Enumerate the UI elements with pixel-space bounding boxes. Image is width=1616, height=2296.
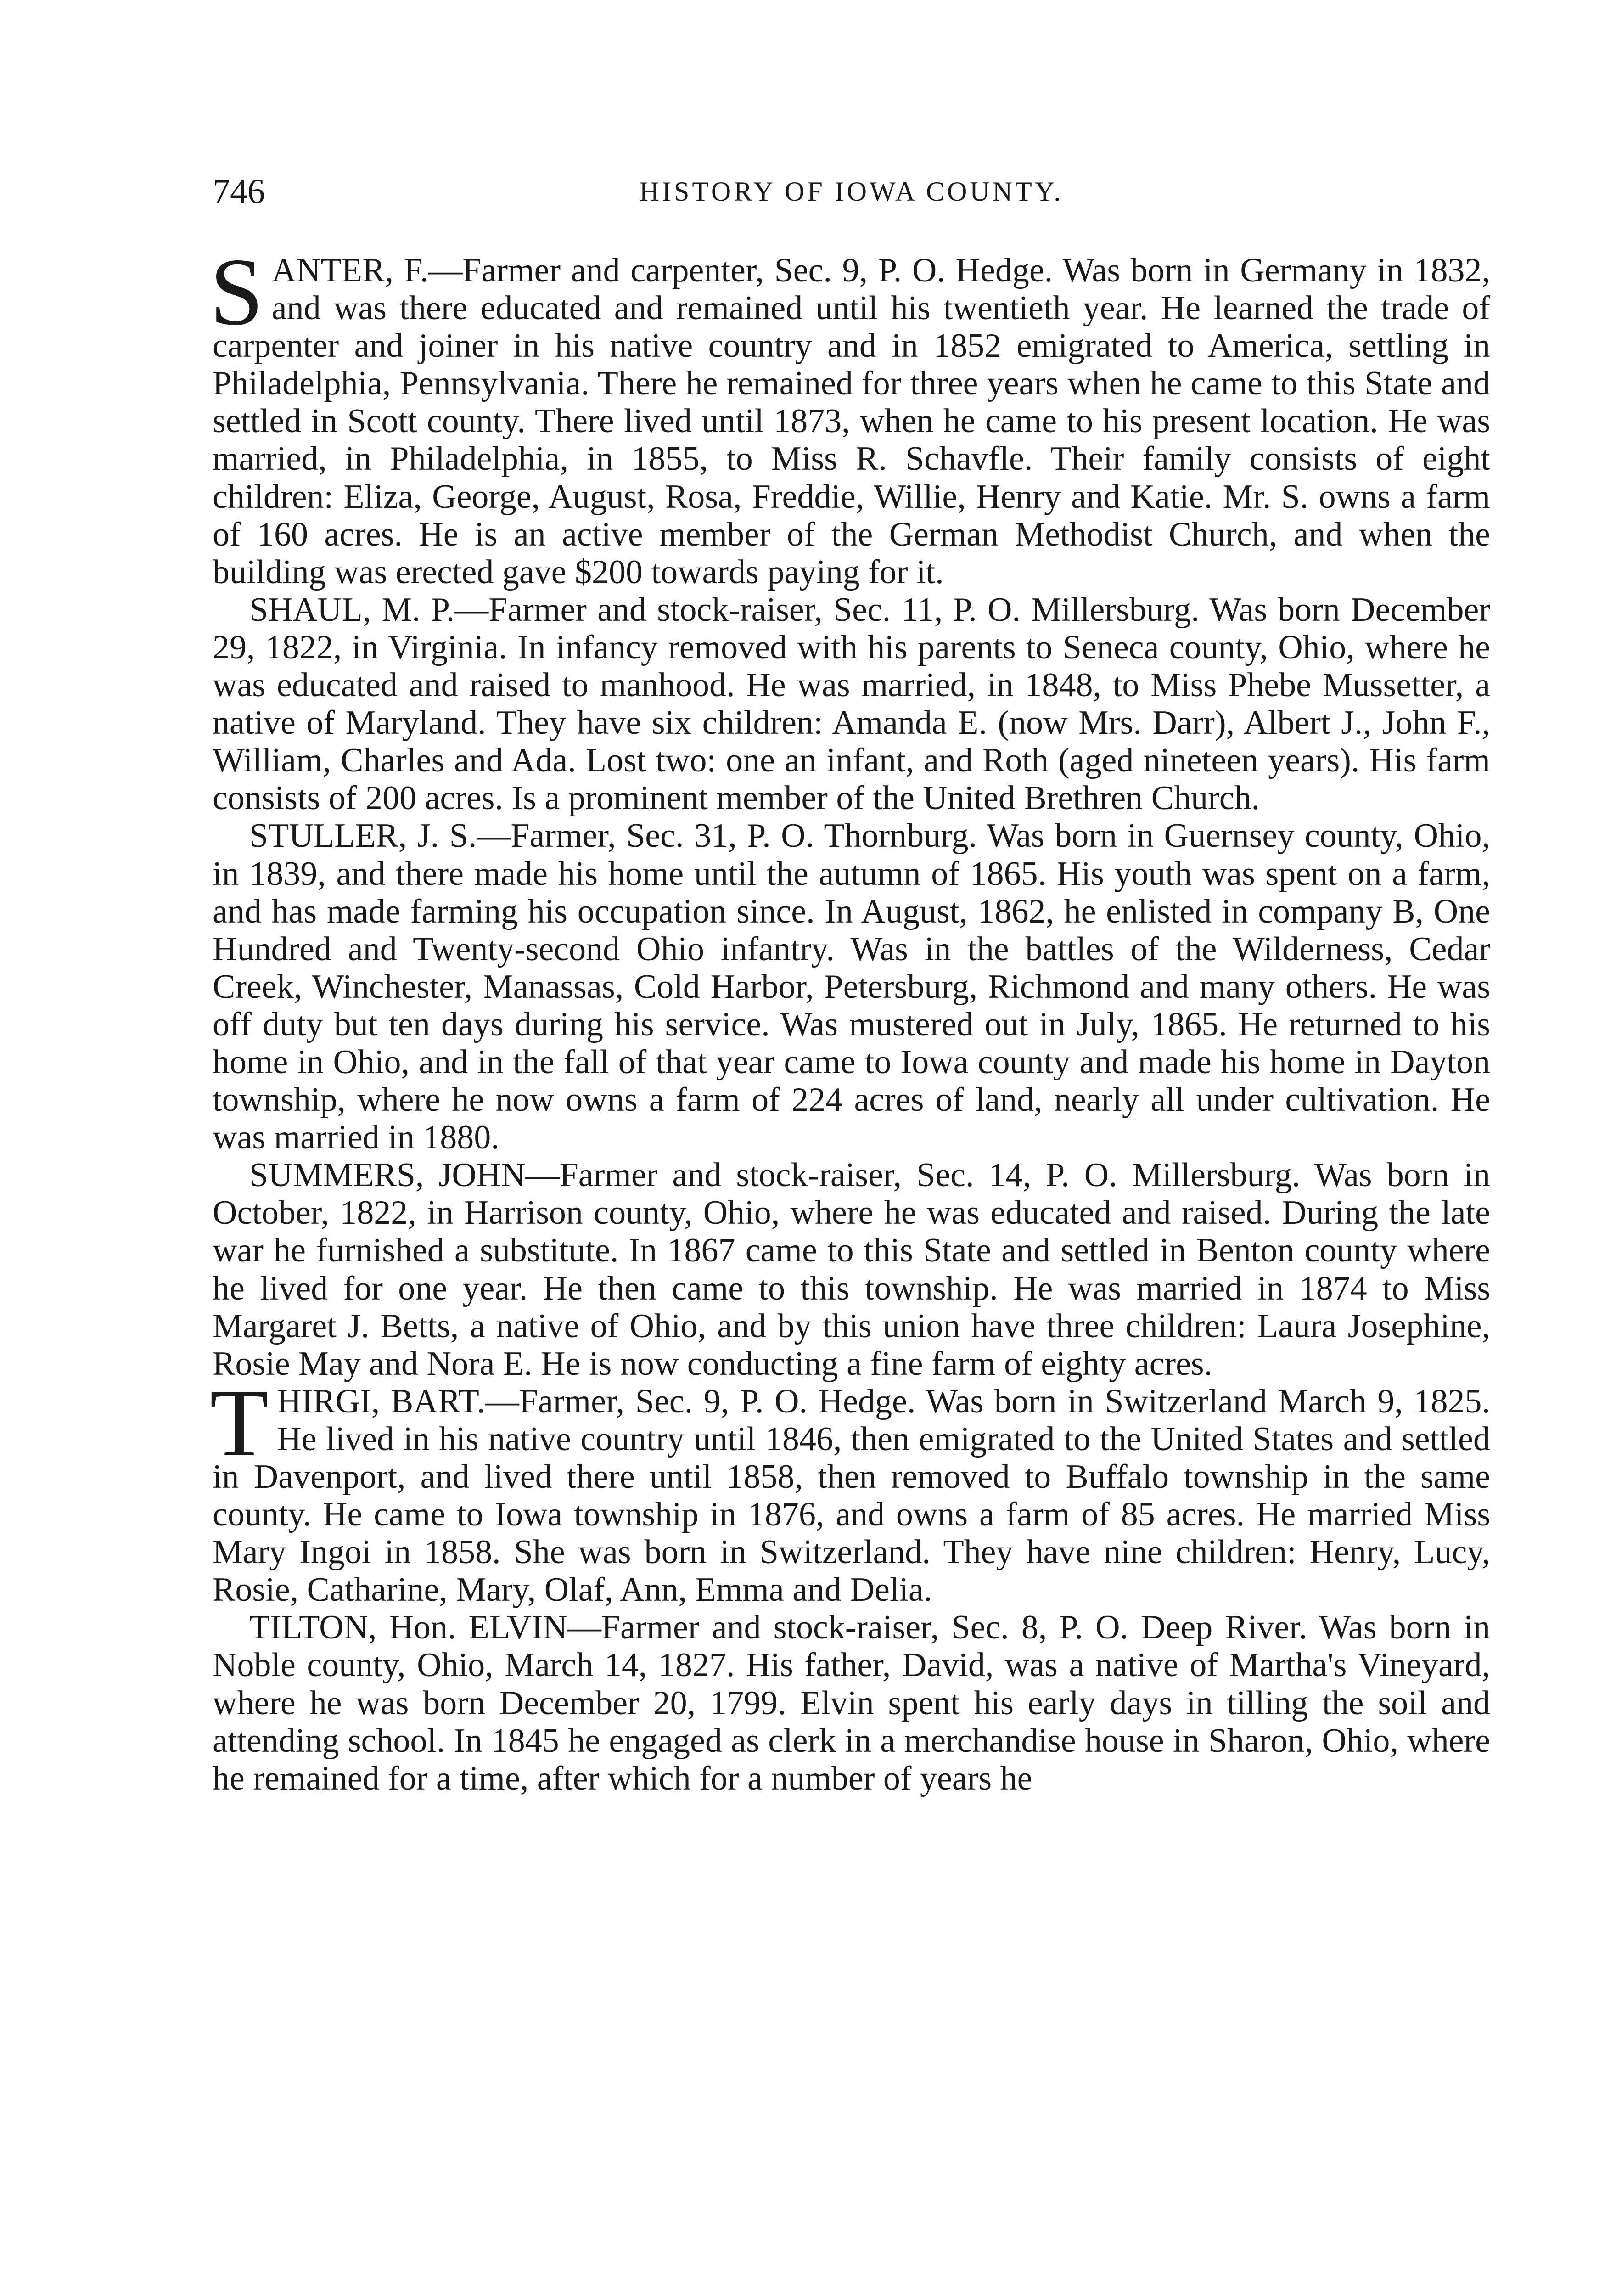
drop-cap: T (210, 1369, 269, 1476)
entry-summers (213, 1156, 1490, 1383)
page-number: 746 (213, 172, 265, 211)
page-body (210, 239, 1490, 1797)
entry-santer (210, 239, 1490, 591)
running-head: HISTORY OF IOWA COUNTY. (639, 176, 1064, 207)
page-header (213, 166, 1490, 217)
entry-text: SUMMERS, JOHN—Farmer and stock-raiser, Sec. 14, P. O. Millersburg. Was born in October, 1822, in Harrison county, Ohio, where he was educated and raised. During the late war he furnished a substitute. In 1867 came to this State and settled in Benton county where he lived for one year. He then came to this township. He was married in 1874 to Miss Margaret J. Betts, a native of Ohio, and by this union have three children: Laura Josephine, Rosie May and Nora E. He is now conducting a fine farm of eighty acres. (213, 1156, 1490, 1383)
entry-text: ANTER, F.—Farmer and carpenter, Sec. 9, P. O. Hedge. Was born in Germany in 1832, and was there educated and remained until his twentieth year. He learned the trade of carpenter and joiner in his native country and in 1852 emigrated to America, settling in Philadelphia, Pennsylvania. There he remained for three years when he came to this State and settled in Scott county. There lived until 1873, when he came to his present location. He was married, in Philadelphia, in 1855, to Miss R. Schavfle. Their family consists of eight children: Eliza, George, August, Rosa, Freddie, Willie, Henry and Katie. Mr. S. owns a farm of 160 acres. He is an active member of the German Methodist Church, and when the building was erected gave $200 towards paying for it. (213, 252, 1490, 591)
entry-thirgi (210, 1369, 1490, 1609)
entry-text: TILTON, Hon. ELVIN—Farmer and stock-raiser, Sec. 8, P. O. Deep River. Was born in Noble county, Ohio, March 14, 1827. His father, David, was a native of Martha's Vineyard, where he was born December 20, 1799. Elvin spent his early days in tilling the soil and attending school. In 1845 he engaged as clerk in a merchandise house in Sharon, Ohio, where he remained for a time, after which for a number of years he (213, 1609, 1490, 1797)
drop-cap: S (210, 239, 264, 345)
entry-text: SHAUL, M. P.—Farmer and stock-raiser, Sec. 11, P. O. Millersburg. Was born December 29, 1822, in Virginia. In infancy removed with his parents to Seneca county, Ohio, where he was educated and raised to manhood. He was married, in 1848, to Miss Phebe Mussetter, a native of Maryland. They have six children: Amanda E. (now Mrs. Darr), Albert J., John F., William, Charles and Ada. Lost two: one an infant, and Roth (aged nineteen years). His farm consists of 200 acres. Is a prominent member of the United Brethren Church. (213, 591, 1490, 817)
entry-stuller (213, 817, 1490, 1156)
entry-text: STULLER, J. S.—Farmer, Sec. 31, P. O. Thornburg. Was born in Guernsey county, Ohio, in 1839, and there made his home until the autumn of 1865. His youth was spent on a farm, and has made farming his occupation since. In August, 1862, he enlisted in company B, One Hundred and Twenty-second Ohio infantry. Was in the battles of the Wilderness, Cedar Creek, Winchester, Manassas, Cold Harbor, Petersburg, Richmond and many others. He was off duty but ten days during his service. Was mustered out in July, 1865. He returned to his home in Ohio, and in the fall of that year came to Iowa county and made his home in Dayton township, where he now owns a farm of 224 acres of land, nearly all under cultivation. He was married in 1880. (213, 817, 1490, 1157)
entry-shaul (213, 591, 1490, 817)
entry-tilton (213, 1609, 1490, 1797)
entry-text: HIRGI, BART.—Farmer, Sec. 9, P. O. Hedge. Was born in Switzerland March 9, 1825. He lived in his native country until 1846, then emigrated to the United States and settled in Davenport, and lived there until 1858, then removed to Buffalo township in the same county. He came to Iowa township in 1876, and owns a farm of 85 acres. He married Miss Mary Ingoi in 1858. She was born in Switzerland. They have nine children: Henry, Lucy, Rosie, Catharine, Mary, Olaf, Ann, Emma and Delia. (213, 1382, 1490, 1609)
